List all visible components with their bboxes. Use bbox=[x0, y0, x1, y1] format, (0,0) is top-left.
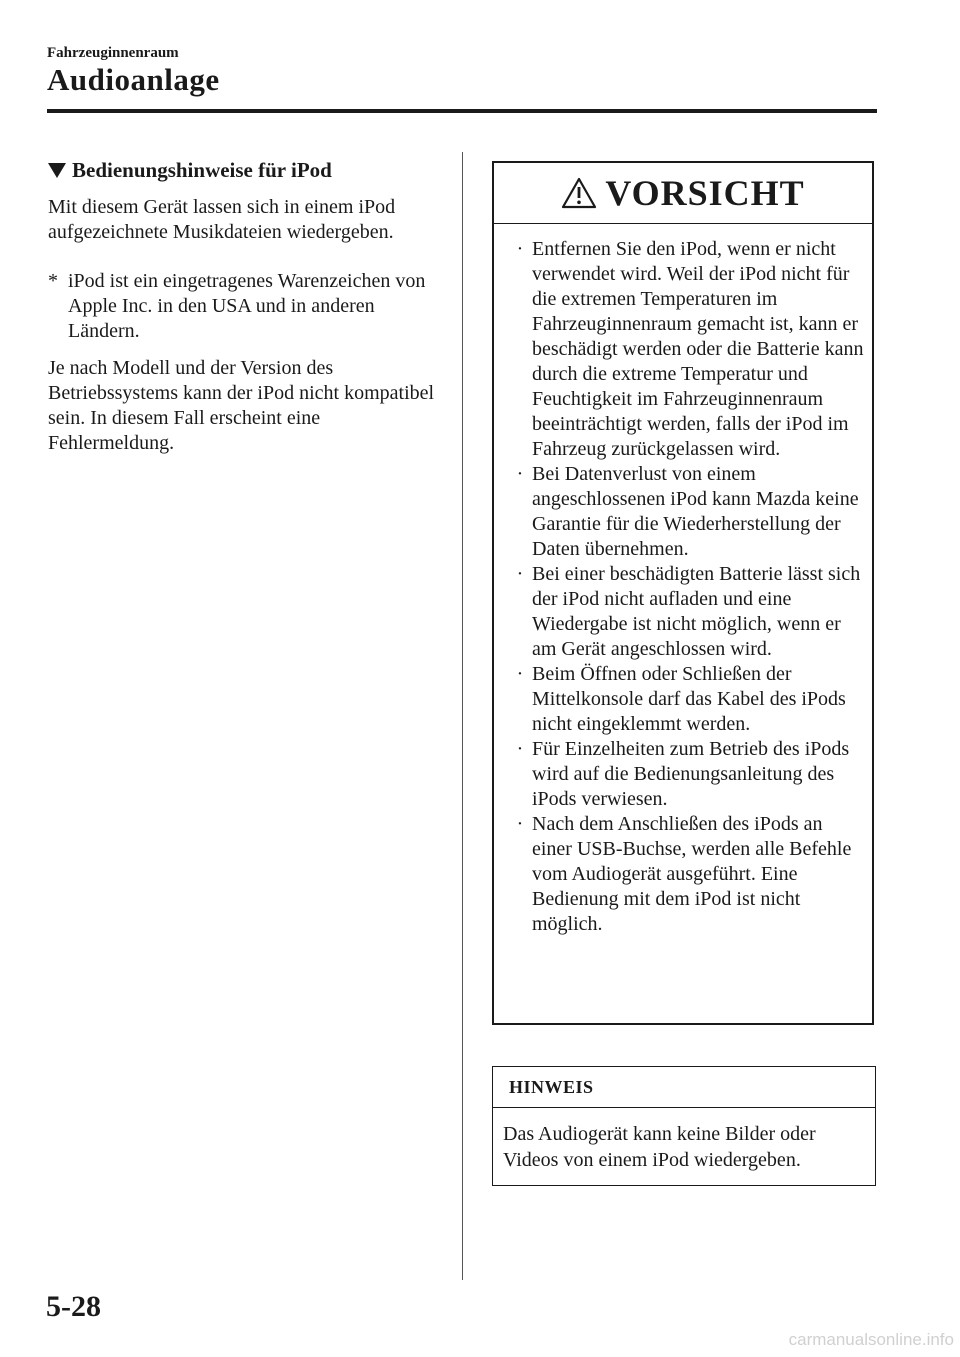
bullet: · bbox=[516, 463, 524, 485]
bullet: · bbox=[516, 738, 524, 760]
section-heading bbox=[48, 158, 443, 183]
list-item-text: Beim Öffnen oder Schließen der Mittelkonsole darf das Kabel des iPods nicht eingeklemmt werden. bbox=[532, 663, 846, 735]
intro-paragraph: Mit diesem Gerät lassen sich in einem iPod aufgezeichnete Musikdateien wiedergeben. bbox=[48, 196, 396, 243]
caution-title: VORSICHT bbox=[605, 173, 805, 213]
bullet: · bbox=[516, 663, 524, 685]
warning-triangle-icon bbox=[561, 177, 597, 209]
section-label: Fahrzeuginnenraum bbox=[47, 45, 179, 61]
note-text: Das Audiogerät kann keine Bilder oder Videos von einem iPod wiedergeben. bbox=[503, 1123, 816, 1171]
list-item-text: Bei einer beschädigten Batterie lässt sich der iPod nicht aufladen und eine Wiedergabe ist nicht möglich, wenn er am Gerät angeschlossen wird. bbox=[532, 563, 861, 660]
bullet: · bbox=[516, 238, 524, 260]
bullet: · bbox=[516, 813, 524, 835]
footnote-text: iPod ist ein eingetragenes Warenzeichen von Apple Inc. in den USA und in anderen Ländern. bbox=[68, 270, 426, 342]
caution-header bbox=[494, 163, 872, 224]
section-heading-text: Bedienungshinweise für iPod bbox=[72, 158, 332, 182]
note-box bbox=[492, 1066, 876, 1186]
page-number: 5-28 bbox=[46, 1290, 101, 1323]
note-title: HINWEIS bbox=[493, 1067, 875, 1108]
triangle-down-icon bbox=[48, 163, 66, 178]
list-item-text: Bei Datenverlust von einem angeschlossenen iPod kann Mazda keine Garantie für die Wiederherstellung der Daten übernehmen. bbox=[532, 463, 859, 560]
footnote bbox=[48, 269, 443, 344]
column-divider bbox=[462, 152, 463, 1280]
list-item-text: Nach dem Anschließen des iPods an einer USB-Buchse, werden alle Befehle vom Audiogerät ausgeführt. Eine Bedienung mit dem iPod ist nicht möglich. bbox=[532, 813, 852, 935]
left-column bbox=[48, 158, 443, 466]
watermark: carmanualsonline.info bbox=[788, 1330, 954, 1349]
list-item bbox=[508, 237, 864, 462]
header-rule bbox=[47, 109, 877, 113]
list-item bbox=[508, 662, 864, 737]
list-item bbox=[508, 737, 864, 812]
list-item-text: Entfernen Sie den iPod, wenn er nicht verwendet wird. Weil der iPod nicht für die extremen Temperaturen im Fahrzeuginnenraum gemacht ist, kann er beschädigt werden oder die Batterie kann durch die extreme Temperatur und Feuchtigkeit im Fahrzeuginnenraum beeinträchtigt werden, falls der iPod im Fahrzeug zurückgelassen wird. bbox=[532, 238, 864, 460]
caution-list bbox=[494, 224, 872, 937]
compatibility-paragraph: Je nach Modell und der Version des Betriebssystems kann der iPod nicht kompatibel sein. In diesem Fall erscheint eine Fehlermeldung. bbox=[48, 357, 435, 454]
list-item-text: Für Einzelheiten zum Betrieb des iPods wird auf die Bedienungsanleitung des iPods verwiesen. bbox=[532, 738, 850, 810]
page-title: Audioanlage bbox=[47, 62, 220, 97]
footnote-mark: * bbox=[48, 270, 58, 292]
list-item bbox=[508, 812, 864, 937]
caution-box bbox=[492, 161, 874, 1025]
bullet: · bbox=[516, 563, 524, 585]
list-item bbox=[508, 462, 864, 562]
list-item bbox=[508, 562, 864, 662]
